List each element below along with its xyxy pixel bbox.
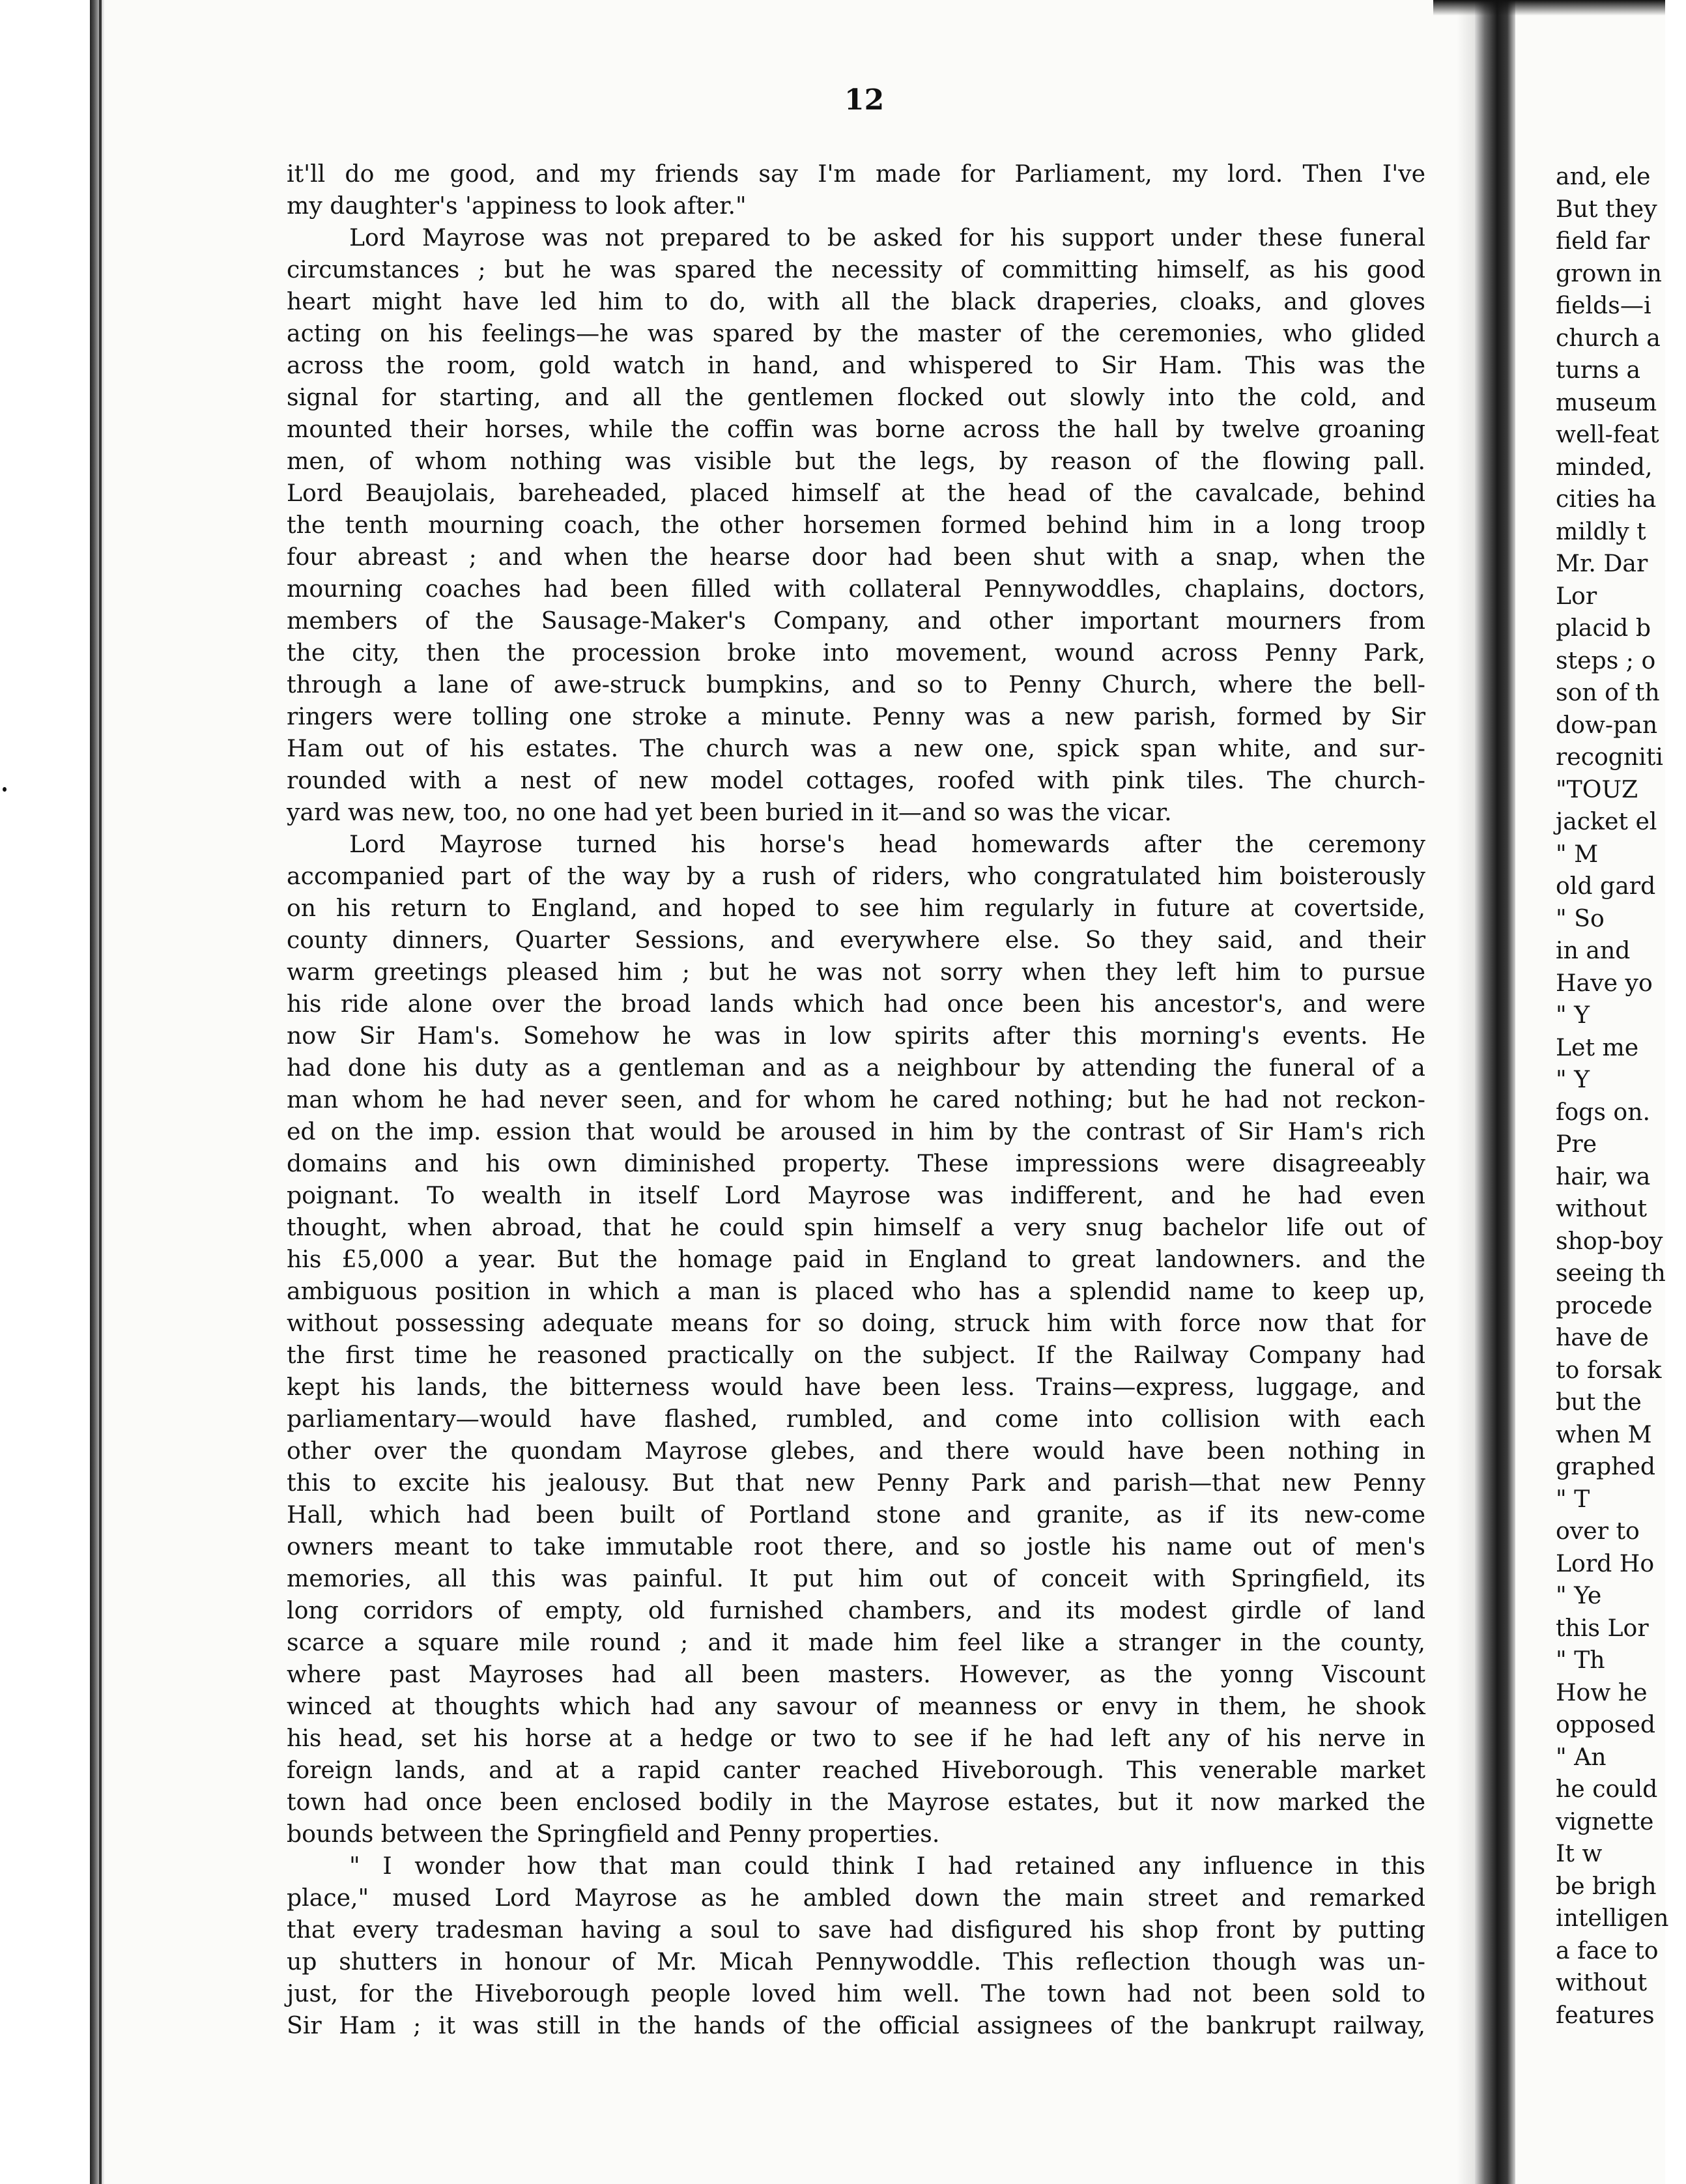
left-binding-edge bbox=[90, 0, 104, 2184]
facing-page-text-column bbox=[1556, 160, 1686, 2029]
book-gutter bbox=[1475, 0, 1515, 2184]
facing-text-line: " So bbox=[1556, 904, 1605, 932]
text-line: the first time he reasoned practically on the subject. If the Railway Company had bbox=[287, 1341, 1425, 1369]
text-line: thought, when abroad, that he could spin himself a very snug bachelor life out of bbox=[287, 1213, 1425, 1241]
facing-text-line: he could bbox=[1556, 1775, 1658, 1803]
facing-text-line: placid b bbox=[1556, 614, 1651, 642]
text-line: men, of whom nothing was visible but the legs, by reason of the flowing pall. bbox=[287, 447, 1425, 475]
left-edge-line bbox=[99, 0, 102, 2184]
facing-text-line: when M bbox=[1556, 1420, 1652, 1448]
facing-text-line: " Y bbox=[1556, 1001, 1590, 1029]
text-line: where past Mayroses had all been masters. However, as the yonng Viscount bbox=[287, 1660, 1425, 1688]
text-line: domains and his own diminished property. These impressions were disagreeably bbox=[287, 1149, 1425, 1177]
text-line: ed on the imp. ession that would be aroused in him by the contrast of Sir Ham's rich bbox=[287, 1117, 1425, 1145]
text-line: had done his duty as a gentleman and as a neighbour by attending the funeral of a bbox=[287, 1054, 1425, 1082]
facing-text-line: features bbox=[1556, 2000, 1655, 2029]
text-line: on his return to England, and hoped to see him regularly in future at covertside, bbox=[287, 894, 1425, 922]
facing-text-line: son of th bbox=[1556, 678, 1660, 706]
text-line: circumstances ; but he was spared the necessity of committing himself, as his good bbox=[287, 255, 1425, 283]
facing-text-line: church a bbox=[1556, 323, 1661, 352]
text-line: man whom he had never seen, and for whom he cared nothing; but he had not reckon- bbox=[287, 1085, 1425, 1114]
facing-text-line: graphed bbox=[1556, 1452, 1656, 1480]
facing-text-line: have de bbox=[1556, 1323, 1649, 1351]
text-line: kept his lands, the bitterness would have been less. Trains—express, luggage, and bbox=[287, 1373, 1425, 1401]
text-line: Ham out of his estates. The church was a new one, spick span white, and sur- bbox=[287, 734, 1425, 762]
facing-text-line: Have yo bbox=[1556, 968, 1653, 997]
text-line: Lord Mayrose turned his horse's head homewards after the ceremony bbox=[349, 830, 1425, 858]
text-line: his £5,000 a year. But the homage paid in England to great landowners. and the bbox=[287, 1245, 1425, 1273]
facing-text-line: this Lor bbox=[1556, 1613, 1649, 1642]
facing-text-line: without bbox=[1556, 1194, 1648, 1222]
scan-speck bbox=[3, 787, 7, 792]
facing-text-line: shop-boy bbox=[1556, 1226, 1663, 1255]
text-line: his head, set his horse at a hedge or two to see if he had left any of his nerve in bbox=[287, 1724, 1425, 1752]
gutter-shadow bbox=[1457, 0, 1476, 2184]
text-line: mounted their horses, while the coffin was borne across the hall by twelve groaning bbox=[287, 415, 1425, 443]
text-line: memories, all this was painful. It put him out of conceit with Springfield, its bbox=[287, 1564, 1425, 1592]
text-line: owners meant to take immutable root there, and so jostle his name out of men's bbox=[287, 1532, 1425, 1560]
facing-text-line: opposed bbox=[1556, 1710, 1656, 1738]
text-line: rounded with a nest of new model cottages, roofed with pink tiles. The church- bbox=[287, 766, 1425, 794]
facing-text-line: How he bbox=[1556, 1678, 1648, 1706]
text-line: Lord Mayrose was not prepared to be asked for his support under these funeral bbox=[349, 223, 1425, 251]
text-line: ringers were tolling one stroke a minute. Penny was a new parish, formed by Sir bbox=[287, 702, 1425, 730]
text-line: bounds between the Springfield and Penny properties. bbox=[287, 1820, 940, 1848]
facing-text-line: " Ye bbox=[1556, 1581, 1602, 1609]
text-line: heart might have led him to do, with all the black draperies, cloaks, and gloves bbox=[287, 287, 1425, 315]
text-line: foreign lands, and at a rapid canter reached Hiveborough. This venerable market bbox=[287, 1756, 1425, 1784]
text-line: the city, then the procession broke into movement, wound across Penny Park, bbox=[287, 639, 1425, 667]
facing-text-line: dow-pan bbox=[1556, 710, 1658, 739]
facing-text-line: But they bbox=[1556, 194, 1657, 223]
facing-text-line: old gard bbox=[1556, 872, 1656, 900]
text-line: ambiguous position in which a man is placed who has a splendid name to keep up, bbox=[287, 1277, 1425, 1305]
facing-text-line: recogniti bbox=[1556, 743, 1663, 771]
text-line: warm greetings pleased him ; but he was not sorry when they left him to pursue bbox=[287, 958, 1425, 986]
text-line: that every tradesman having a soul to save had disfigured his shop front by putting bbox=[287, 1916, 1425, 1944]
text-line: this to excite his jealousy. But that new Penny Park and parish—that new Penny bbox=[287, 1469, 1425, 1497]
text-line: accompanied part of the way by a rush of riders, who congratulated him boisterously bbox=[287, 862, 1425, 890]
facing-text-line: turns a bbox=[1556, 356, 1641, 384]
text-line: just, for the Hiveborough people loved him well. The town had not been sold to bbox=[287, 1979, 1425, 2007]
text-line: winced at thoughts which had any savour of meanness or envy in them, he shook bbox=[287, 1692, 1425, 1720]
text-line: place," mused Lord Mayrose as he ambled down the main street and remarked bbox=[287, 1884, 1425, 1912]
facing-text-line: procede bbox=[1556, 1291, 1653, 1319]
facing-text-line: Lord Ho bbox=[1556, 1549, 1655, 1577]
facing-text-line: minded, bbox=[1556, 452, 1653, 481]
facing-text-line: "TOUZ bbox=[1556, 775, 1638, 803]
top-edge-shadow bbox=[1433, 0, 1665, 16]
facing-text-line: Mr. Dar bbox=[1556, 549, 1648, 577]
facing-text-line: seeing th bbox=[1556, 1259, 1666, 1287]
facing-text-line: " Th bbox=[1556, 1646, 1605, 1674]
text-line: his ride alone over the broad lands which had once been his ancestor's, and were bbox=[287, 990, 1425, 1018]
page-number: 12 bbox=[844, 83, 885, 117]
facing-text-line: well-feat bbox=[1556, 420, 1659, 448]
facing-text-line: fogs on. bbox=[1556, 1097, 1651, 1126]
facing-text-line: " An bbox=[1556, 1742, 1607, 1771]
facing-text-line: jacket el bbox=[1556, 807, 1657, 835]
text-line: town had once been enclosed bodily in the Mayrose estates, but it now marked the bbox=[287, 1788, 1425, 1816]
facing-text-line: Let me bbox=[1556, 1033, 1639, 1061]
facing-text-line: and, ele bbox=[1556, 162, 1651, 190]
facing-text-line: a face to bbox=[1556, 1936, 1659, 1964]
facing-text-line: intelligen bbox=[1556, 1904, 1669, 1932]
facing-text-line: It w bbox=[1556, 1839, 1603, 1867]
text-line: up shutters in honour of Mr. Micah Pennywoddle. This reflection though was un- bbox=[287, 1947, 1425, 1976]
text-line: the tenth mourning coach, the other horsemen formed behind him in a long troop bbox=[287, 511, 1425, 539]
facing-text-line: steps ; o bbox=[1556, 646, 1656, 674]
facing-text-line: fields—i bbox=[1556, 291, 1651, 319]
text-line: other over the quondam Mayrose glebes, and there would have been nothing in bbox=[287, 1437, 1425, 1465]
text-line: parliamentary—would have flashed, rumbled, and come into collision with each bbox=[287, 1405, 1425, 1433]
text-line: now Sir Ham's. Somehow he was in low spirits after this morning's events. He bbox=[287, 1022, 1425, 1050]
facing-text-line: be brigh bbox=[1556, 1871, 1657, 1900]
text-line: it'll do me good, and my friends say I'm made for Parliament, my lord. Then I've bbox=[287, 160, 1425, 188]
facing-text-line: mildly t bbox=[1556, 517, 1646, 545]
facing-text-line: museum bbox=[1556, 388, 1657, 416]
text-line: county dinners, Quarter Sessions, and everywhere else. So they said, and their bbox=[287, 926, 1425, 954]
text-line: Hall, which had been built of Portland stone and granite, as if its new-come bbox=[287, 1501, 1425, 1529]
text-line: scarce a square mile round ; and it made him feel like a stranger in the county, bbox=[287, 1628, 1425, 1656]
facing-text-line: cities ha bbox=[1556, 485, 1657, 513]
main-text-column bbox=[287, 158, 1425, 2039]
text-line: across the room, gold watch in hand, and whispered to Sir Ham. This was the bbox=[287, 351, 1425, 379]
facing-text-line: Pre bbox=[1556, 1130, 1597, 1158]
facing-text-line: over to bbox=[1556, 1517, 1640, 1545]
text-line: signal for starting, and all the gentlemen flocked out slowly into the cold, and bbox=[287, 383, 1425, 411]
text-line: members of the Sausage-Maker's Company, and other important mourners from bbox=[287, 607, 1425, 635]
facing-text-line: to forsak bbox=[1556, 1355, 1662, 1384]
text-line: Lord Beaujolais, bareheaded, placed himself at the head of the cavalcade, behind bbox=[287, 479, 1425, 507]
facing-text-line: " T bbox=[1556, 1484, 1590, 1513]
text-line: Sir Ham ; it was still in the hands of the official assignees of the bankrupt railway, bbox=[287, 2011, 1425, 2039]
text-line: four abreast ; and when the hearse door had been shut with a snap, when the bbox=[287, 543, 1425, 571]
facing-text-line: Lor bbox=[1556, 581, 1597, 610]
facing-text-line: without bbox=[1556, 1968, 1648, 1996]
text-line: acting on his feelings—he was spared by the master of the ceremonies, who glided bbox=[287, 319, 1425, 347]
text-line: long corridors of empty, old furnished chambers, and its modest girdle of land bbox=[287, 1596, 1425, 1624]
text-line: " I wonder how that man could think I had retained any influence in this bbox=[349, 1852, 1425, 1880]
facing-text-line: grown in bbox=[1556, 259, 1662, 287]
text-line: without possessing adequate means for so doing, struck him with force now that for bbox=[287, 1309, 1425, 1337]
facing-text-line: but the bbox=[1556, 1388, 1642, 1416]
text-line: my daughter's 'appiness to look after." bbox=[287, 192, 747, 220]
text-line: poignant. To wealth in itself Lord Mayrose was indifferent, and he had even bbox=[287, 1181, 1425, 1209]
facing-text-line: " Y bbox=[1556, 1065, 1590, 1093]
text-line: mourning coaches had been filled with collateral Pennywoddles, chaplains, doctors, bbox=[287, 575, 1425, 603]
facing-text-line: field far bbox=[1556, 227, 1650, 255]
facing-text-line: hair, wa bbox=[1556, 1162, 1651, 1190]
text-line: yard was new, too, no one had yet been buried in it—and so was the vicar. bbox=[287, 798, 1172, 826]
facing-text-line: " M bbox=[1556, 839, 1599, 868]
facing-text-line: in and bbox=[1556, 936, 1631, 964]
text-line: through a lane of awe-struck bumpkins, and so to Penny Church, where the bell- bbox=[287, 670, 1425, 698]
facing-text-line: vignette bbox=[1556, 1807, 1654, 1835]
